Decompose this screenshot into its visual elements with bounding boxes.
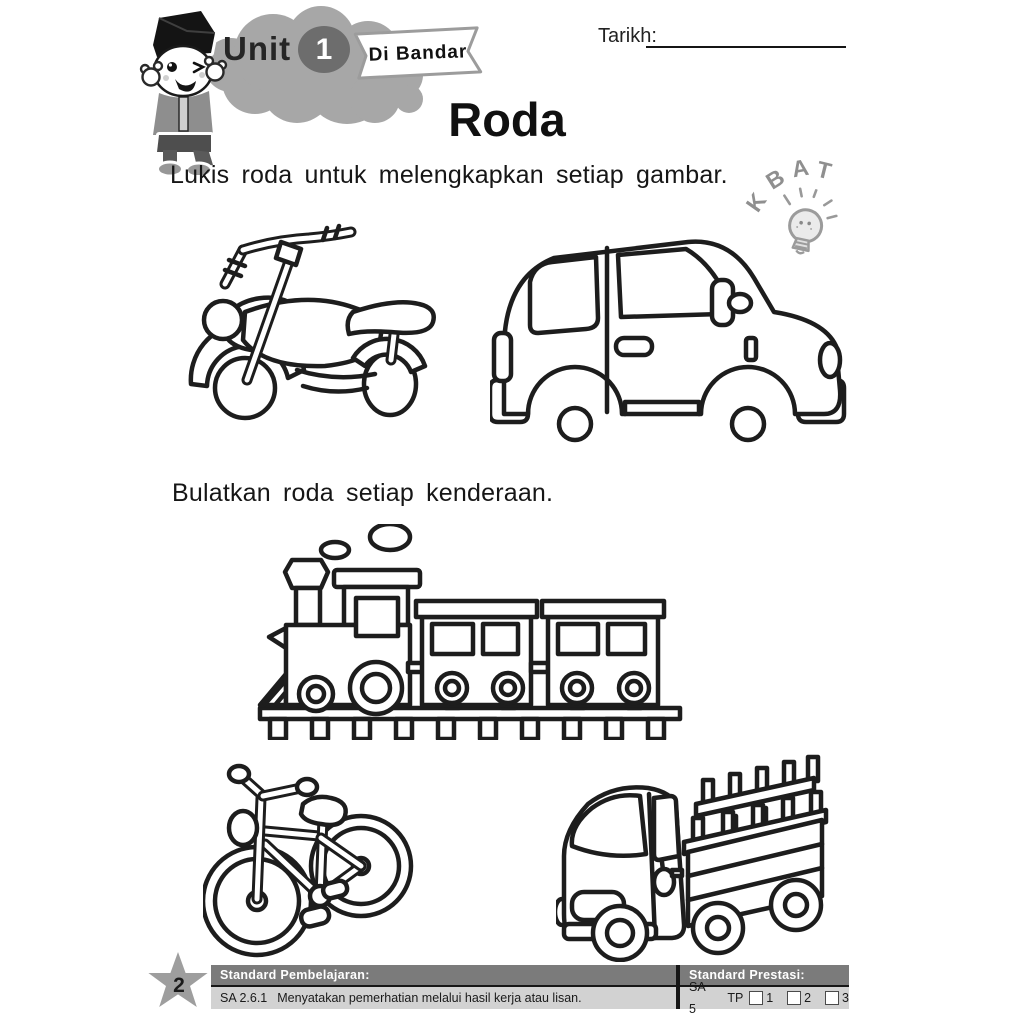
fork-clamp — [276, 242, 301, 265]
learning-standard-text: Menyatakan pemerhatian melalui hasil kerja atau lisan. — [277, 991, 582, 1005]
carriage-2 — [542, 601, 664, 708]
windshield — [572, 795, 646, 856]
front-wheel — [732, 408, 764, 440]
tp-checkbox-1 — [749, 991, 763, 1005]
funnel — [285, 560, 328, 588]
pedal — [322, 879, 349, 899]
headlight — [204, 301, 242, 339]
window — [483, 624, 518, 654]
bicycle-illustration — [203, 756, 433, 964]
page-title: Roda — [448, 93, 566, 146]
kbat-letter-t: T — [814, 155, 835, 185]
tp-checkbox-3 — [825, 991, 839, 1005]
tp-option-2: 2 — [804, 991, 812, 1005]
page-number-star — [146, 950, 210, 1016]
mirror-knob — [729, 294, 751, 312]
door-handle — [672, 870, 682, 876]
unit-number-badge — [298, 26, 350, 73]
tp-option-1: 1 — [766, 991, 774, 1005]
learning-standard-body — [211, 985, 676, 1009]
door-handle — [616, 338, 652, 355]
learning-standard-table — [211, 965, 676, 1009]
date-label: Tarikh: — [598, 25, 657, 47]
window — [608, 624, 645, 654]
tp-checkbox-2 — [787, 991, 801, 1005]
open-eye — [167, 62, 177, 72]
carriage-1 — [416, 601, 537, 708]
seat — [348, 302, 434, 334]
smoke-puffs — [321, 524, 410, 558]
topic-title: Di Bandar — [368, 41, 468, 66]
rear-window — [530, 257, 598, 333]
cab-window — [356, 598, 398, 636]
train-illustration — [252, 524, 688, 740]
carriage-roof — [416, 601, 537, 617]
grip — [297, 779, 317, 795]
topic-banner — [351, 26, 485, 83]
unit-number: 1 — [315, 32, 333, 66]
cab-roof — [334, 570, 420, 587]
handlebar — [229, 766, 317, 796]
truck-illustration — [556, 742, 856, 962]
cowcatcher — [260, 674, 286, 705]
tp-option-3: 3 — [842, 991, 849, 1005]
unit-label: Unit — [223, 30, 292, 67]
headlight — [820, 343, 840, 377]
coupling — [531, 663, 548, 672]
instruction-2: Bulatkan roda setiap kenderaan. — [172, 479, 554, 507]
sleepers — [270, 719, 664, 739]
taillight — [494, 333, 511, 381]
rear-wheel — [559, 408, 591, 440]
learning-standard-header: Standard Pembelajaran: — [211, 965, 676, 985]
pedal — [299, 905, 330, 928]
carriage-roof — [542, 601, 664, 617]
car-illustration — [490, 218, 862, 448]
seat — [301, 797, 346, 825]
headlight — [229, 811, 257, 845]
chimney — [296, 588, 320, 625]
grip — [229, 766, 249, 782]
window — [558, 624, 598, 654]
date-fill-line — [646, 46, 846, 48]
door-window — [654, 796, 679, 860]
performance-standard-code: SA 5 — [689, 980, 705, 1016]
locomotive — [260, 560, 420, 714]
front-lamp — [269, 628, 286, 648]
kbat-letter-b: B — [761, 163, 789, 195]
performance-standard-header: Standard Prestasi: — [680, 965, 849, 985]
tp-label: TP — [727, 991, 744, 1005]
instruction-1: Lukis roda untuk melengkapkan setiap gambar. — [170, 161, 728, 189]
motorcycle-illustration — [185, 220, 455, 425]
kbat-letter-a: A — [789, 153, 811, 183]
fuel-cap — [746, 338, 756, 360]
page-number: 2 — [173, 974, 185, 997]
window — [432, 624, 473, 654]
learning-standard-code: SA 2.6.1 — [220, 991, 268, 1005]
kbat-letter-k: K — [740, 187, 772, 217]
performance-standard-table — [676, 965, 849, 1016]
performance-standard-body — [680, 980, 849, 1016]
